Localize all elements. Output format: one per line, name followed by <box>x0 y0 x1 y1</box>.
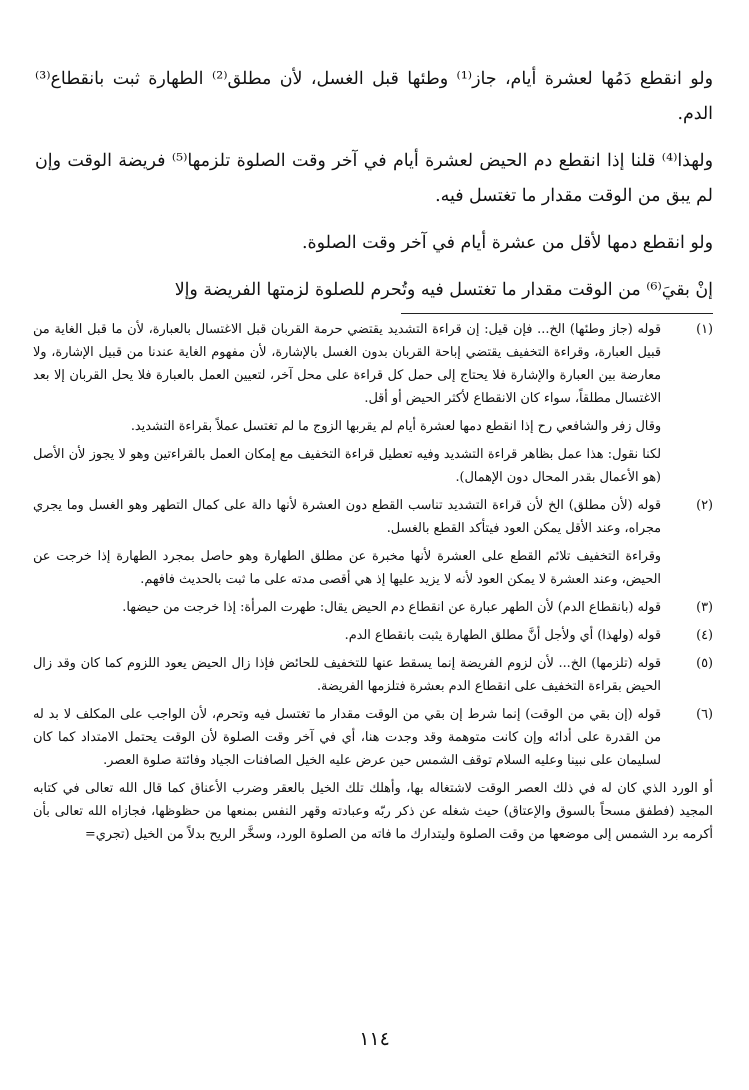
main-paragraph: إنْ بقيَ⁽⁶⁾ من الوقت مقدار ما تغتسل فيه وتُحرم للصلوة لزمتها الفريضة وإلا <box>174 280 713 300</box>
footnote-number: (٥) <box>696 656 713 671</box>
footnote <box>33 624 713 652</box>
footnote-separator <box>401 313 713 314</box>
page-number: ١١٤ <box>359 1028 390 1050</box>
footnote <box>33 652 713 703</box>
footnote-paragraph: قوله (لأن مطلق) الخ لأن قراءة التشديد تناسب القطع دون العشرة لأنها دالة على كمال التطهر وهو الغسل وما يجري مجراه، وعند الأقل يمكن العود فيتأكد القطع بالغسل. <box>33 498 661 536</box>
footnote-number: (٢) <box>696 498 713 513</box>
footnote <box>33 494 713 596</box>
footnote-number: (٦) <box>696 707 713 722</box>
footnote-paragraph: قوله (إن بقي من الوقت) إنما شرط إن بقي من الوقت مقدار ما تغتسل فيه وتحرم، لأن الواجب على المكلف لا بد له من القدرة على أدائه وإن كانت متوهمة وقد وجدت هنا، أي في آخر وقت الصلوة لأن الوقت يحتمل الامتداد كما كان لسليمان على نبينا وعليه السلام توقف الشمس حين عرض عليه الخيل الصافنات الجياد وفائتة صلوة العصر. <box>33 707 661 768</box>
footnote-paragraph: وقراءة التخفيف تلائم القطع على العشرة لأنها مخبرة عن مطلق الطهارة وهو حاصل بمجرد الطهارة إذا خرجت عن الحيض، وعند العشرة لا يمكن العود لأنه لا يزيد عليها إذ هي أقصى مدته على ما ثبت بالحديث فافهم. <box>33 549 661 587</box>
footnote-paragraph: وقال زفر والشافعي رح إذا انقطع دمها لعشرة أيام لم يقربها الزوج ما لم تغتسل عملاً بقراءة التشديد. <box>130 419 661 434</box>
footnote <box>33 703 713 777</box>
main-paragraph: ولهذا⁽⁴⁾ قلنا إذا انقطع دم الحيض لعشرة أيام في آخر وقت الصلوة تلزمها⁽⁵⁾ فريضة الوقت وإن لم يبق من الوقت مقدار ما تغتسل فيه. <box>35 151 714 206</box>
footnote-continuation <box>33 777 713 846</box>
main-paragraph: ولو انقطع دمها لأقل من عشرة أيام في آخر وقت الصلوة. <box>302 233 713 253</box>
main-text <box>35 62 713 320</box>
footnote-number: (٣) <box>696 600 713 615</box>
footnote <box>33 596 713 624</box>
footnotes <box>33 318 713 851</box>
footnote-number: (٤) <box>696 628 713 643</box>
main-paragraph: ولو انقطع دَمُها لعشرة أيام، جاز⁽¹⁾ وطئها قبل الغسل، لأن مطلق⁽²⁾ الطهارة ثبت بانقطاع⁽³⁾ الدم. <box>35 69 713 124</box>
footnote-paragraph: قوله (بانقطاع الدم) لأن الطهر عبارة عن انقطاع دم الحيض يقال: طهرت المرأة: إذا خرجت من حيضها. <box>122 600 661 615</box>
footnote-paragraph: قوله (ولهذا) أي ولأجل أنَّ مطلق الطهارة يثبت بانقطاع الدم. <box>344 628 661 643</box>
footnote-paragraph: قوله (تلزمها) الخ... لأن لزوم الفريضة إنما يسقط عنها للتخفيف للحائض فإذا زال الحيض يعود اللزوم كما كان وقد زال الحيض بقراءة التخفيف على انقطاع الدم بعشرة فتلزمها الفريضة. <box>33 656 661 694</box>
footnote-number: (١) <box>696 322 713 337</box>
footnote-paragraph: أو الورد الذي كان له في ذلك العصر الوقت لاشتغاله بها، وأهلك تلك الخيل بالعقر وضرب الأعناق كما قال الله تعالى في كتابه المجيد (فطفق مسحاً بالسوق والإعتاق) حيث شغله عن ذكر ربّه وعبادته وقهر النفس بمنعها من حظوظها، فجازاه الله تعالى بأن أكرمه برد الشمس إلى موضعها من وقت الصلوة وليتدارك ما فاته من الصلوة الورد، وسخَّر الريح بدلاً من الخيل (تجري= <box>33 781 713 842</box>
footnote <box>33 318 713 494</box>
footnote-paragraph: قوله (جاز وطئها) الخ... فإن قيل: إن قراءة التشديد يقتضي حرمة القربان قبل الاغتسال بالعبارة، لأن ما قبل الغاية من قبيل العبارة، وقراءة التخفيف يقتضي إباحة القربان بدون الغسل بالإشارة، لأن مفهوم الغاية عندنا من قبيل الإشارة، ولا معارضة بين العبارة والإشارة فلا يحتاج إلى حمل كل قراءة على محل آخر، لتعيين العمل بالعبارة فلا يحل القربان إلا بعد الاغتسال مطلقاً، سواء كان الانقطاع لأكثر الحيض أو أقل. <box>33 322 661 406</box>
footnote-paragraph: لكنا نقول: هذا عمل بظاهر قراءة التشديد وفيه تعطيل قراءة التخفيف مع إمكان العمل بالقراءتين وهو لا يجوز لأن الأصل (هو الأعمال بقدر المحال دون الإهمال). <box>33 447 661 485</box>
